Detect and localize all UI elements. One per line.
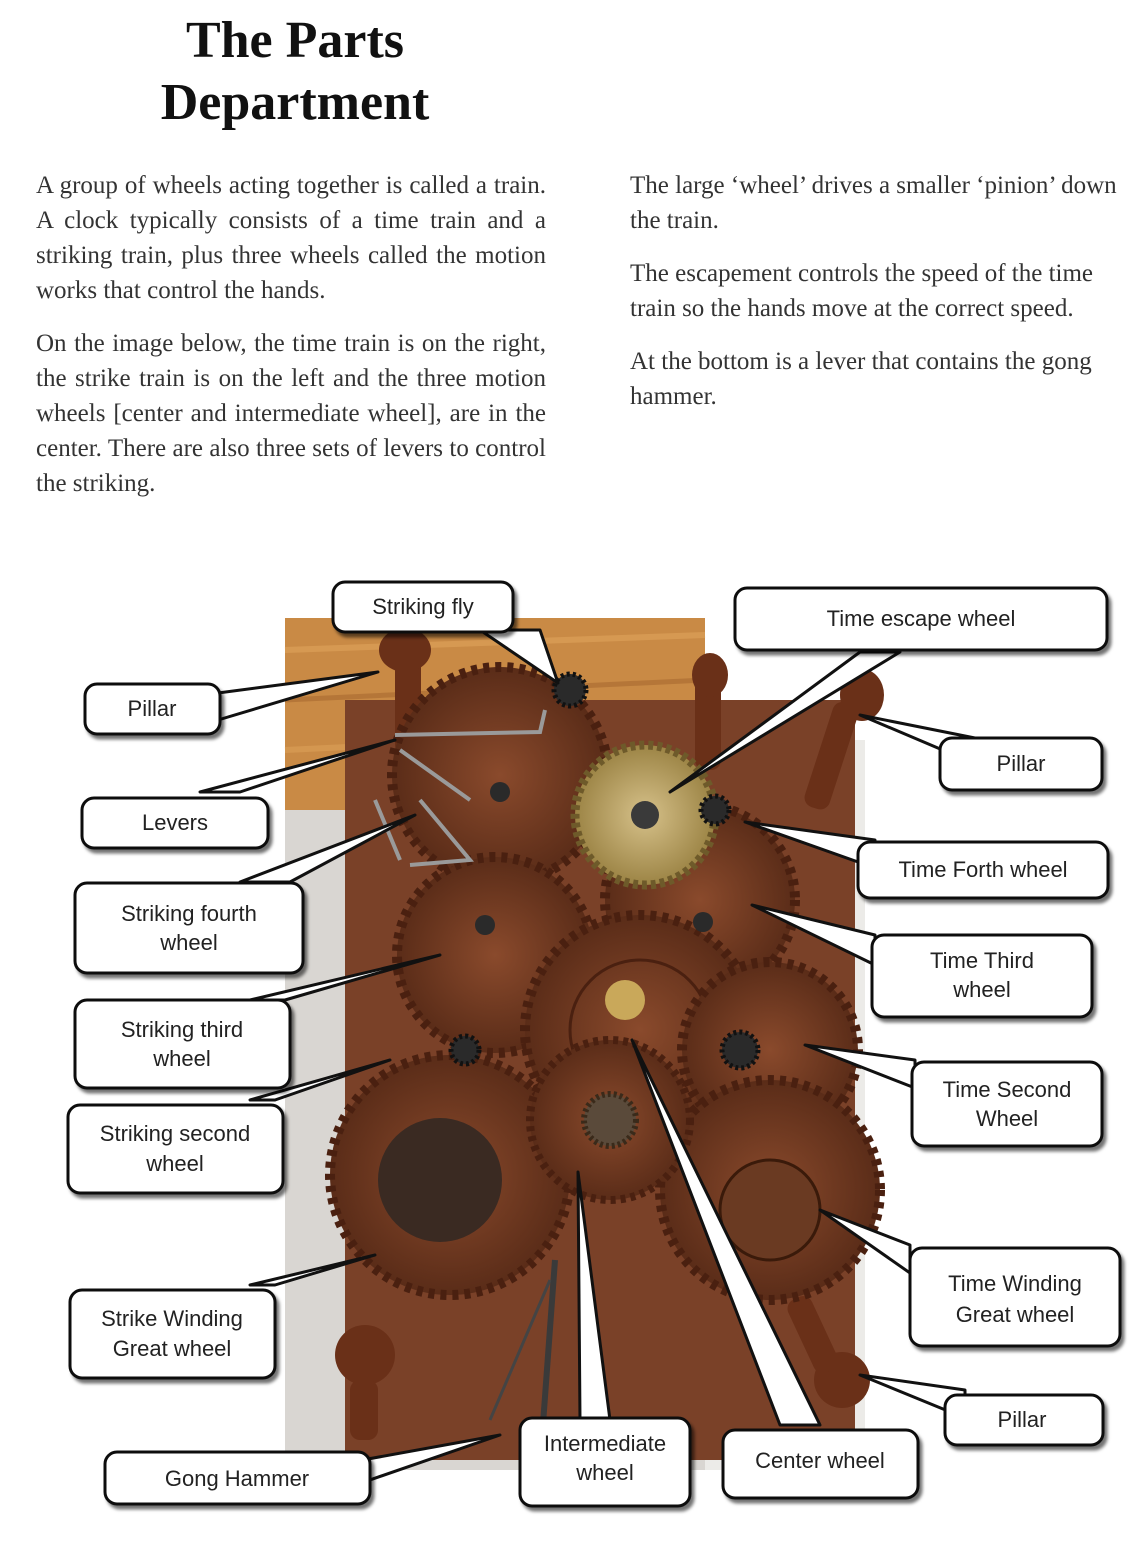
left-column bbox=[36, 168, 546, 519]
label-striking-fourth-line1: Striking fourth bbox=[121, 901, 257, 926]
paragraph-image-layout: On the image below, the time train is on the right, the strike train is on the left and the three motion wheels [center and intermediate wheel], are in the center. There are also three sets of levers to control the striking. bbox=[36, 330, 546, 497]
label-time-winding-line1: Time Winding bbox=[948, 1271, 1082, 1296]
right-column bbox=[630, 168, 1120, 432]
label-striking-fourth-line2: wheel bbox=[160, 930, 218, 955]
label-levers: Levers bbox=[141, 810, 209, 835]
clock-movement-diagram bbox=[0, 560, 1140, 1540]
paragraph-trains: A group of wheels acting together is called a train. A clock typically consists of a time train and a striking train, plus three wheels called the motion works that control the hands. bbox=[36, 172, 546, 304]
label-striking-second-line1: Striking second bbox=[99, 1121, 251, 1146]
label-gong-hammer: Gong Hammer bbox=[164, 1466, 310, 1491]
label-time-forth-wheel: Time Forth wheel bbox=[898, 857, 1068, 882]
paragraph-wheel-pinion: The large ‘wheel’ drives a smaller ‘pinion’ down the train. bbox=[630, 172, 1117, 234]
label-time-third-line1: Time Third bbox=[930, 948, 1034, 973]
label-time-third-line2: wheel bbox=[953, 977, 1011, 1002]
label-time-winding-line2: Great wheel bbox=[955, 1302, 1075, 1327]
label-strike-winding-line1: Strike Winding bbox=[101, 1306, 243, 1331]
label-intermediate-line2: wheel bbox=[576, 1460, 634, 1485]
label-time-second-line1: Time Second bbox=[942, 1077, 1072, 1102]
label-center-wheel: Center wheel bbox=[755, 1448, 885, 1473]
label-pillar-top-left: Pillar bbox=[127, 696, 177, 721]
label-intermediate-line1: Intermediate bbox=[543, 1431, 667, 1456]
label-time-second-line2: Wheel bbox=[975, 1106, 1039, 1131]
label-strike-winding-line2: Great wheel bbox=[112, 1336, 232, 1361]
label-pillar-bottom-right: Pillar bbox=[997, 1407, 1047, 1432]
paragraph-escapement: The escapement controls the speed of the time train so the hands move at the correct speed. bbox=[630, 260, 1094, 322]
paragraph-gong-lever: At the bottom is a lever that contains the gong hammer. bbox=[630, 348, 1092, 410]
label-time-escape-wheel: Time escape wheel bbox=[826, 606, 1016, 631]
label-pillar-top-right: Pillar bbox=[996, 751, 1046, 776]
label-striking-second-line2: wheel bbox=[146, 1151, 204, 1176]
label-striking-third-line2: wheel bbox=[153, 1046, 211, 1071]
page-title bbox=[0, 10, 590, 134]
title-line-1: The Parts bbox=[185, 12, 405, 69]
title-line-2: Department bbox=[160, 74, 430, 131]
label-striking-third-line1: Striking third bbox=[120, 1017, 244, 1042]
label-striking-fly: Striking fly bbox=[372, 594, 474, 619]
